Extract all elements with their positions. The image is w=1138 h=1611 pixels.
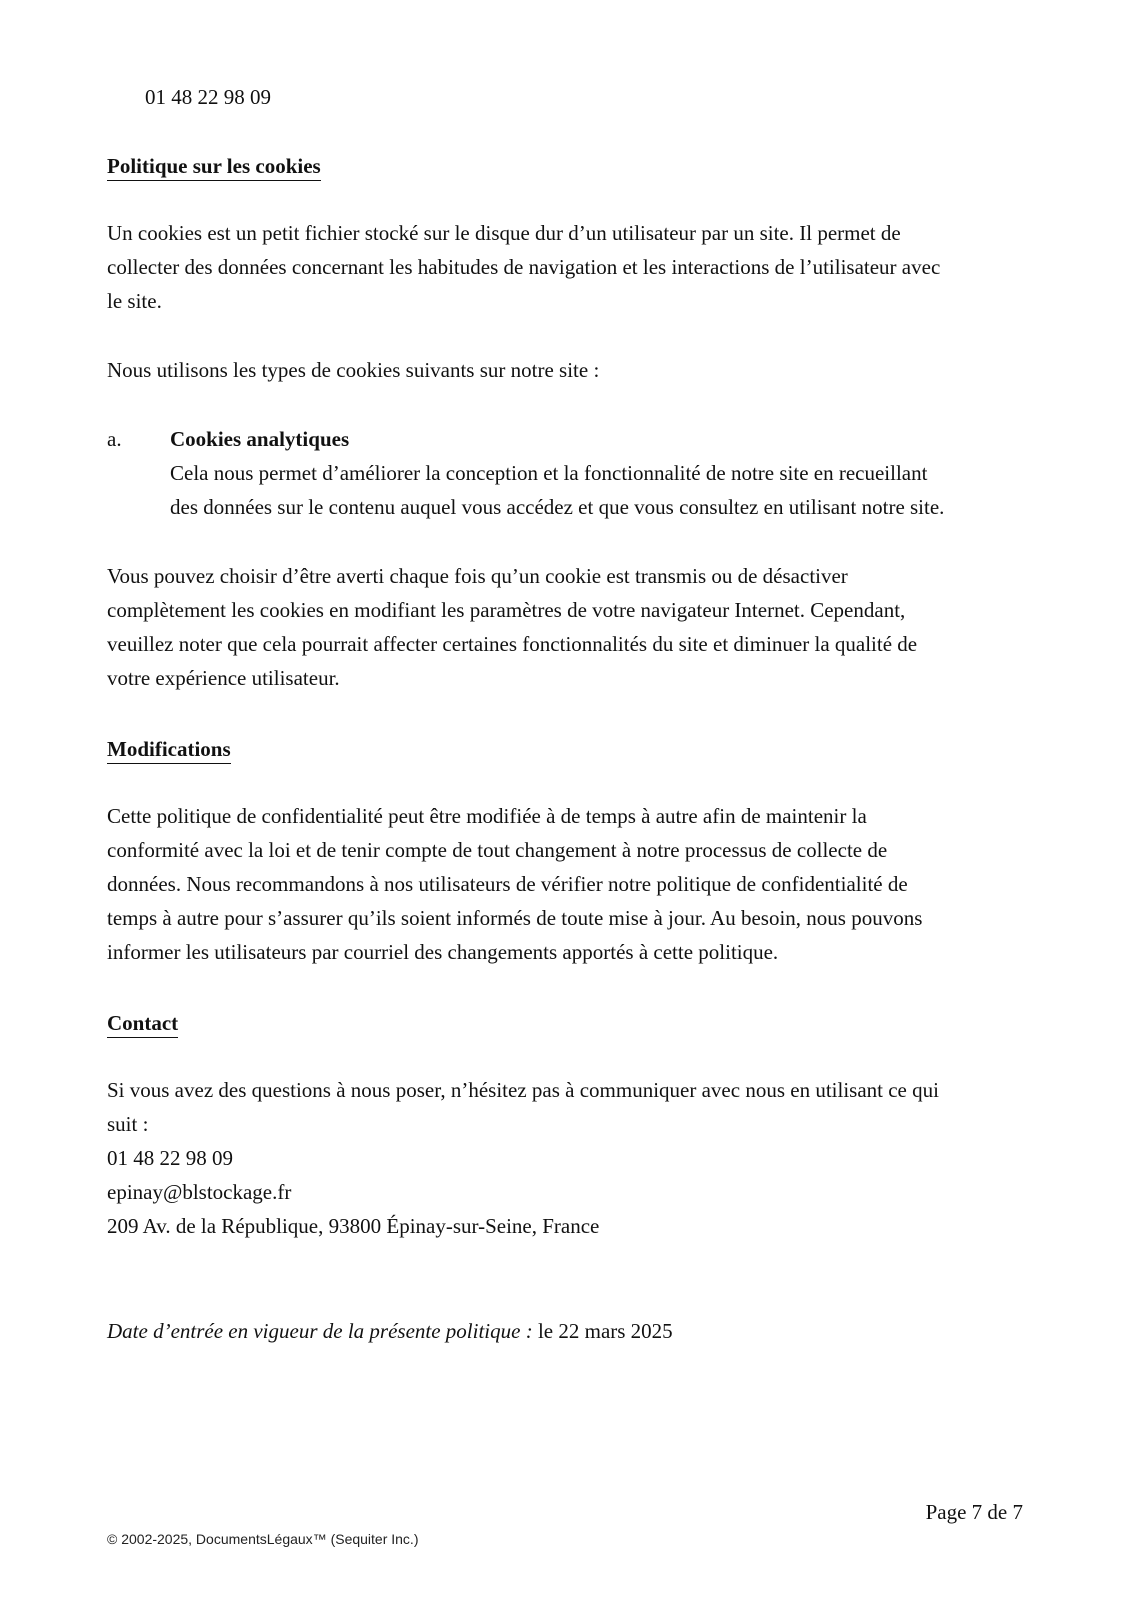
modifications-line-5: informer les utilisateurs par courriel des changements apportés à cette politique. (107, 940, 779, 964)
modifications-line-1: Cette politique de confidentialité peut être modifiée à de temps à autre afin de maintenir la (107, 804, 867, 828)
list-item-line-2: des données sur le contenu auquel vous accédez et que vous consultez en utilisant notre site. (170, 495, 945, 519)
cookies-heading: Politique sur les cookies (107, 153, 321, 181)
modifications-line-3: données. Nous recommandons à nos utilisateurs de vérifier notre politique de confidentialité de (107, 872, 908, 896)
cookies-paragraph-1-line-1: Un cookies est un petit fichier stocké sur le disque dur d’un utilisateur par un site. Il permet de (107, 221, 901, 245)
cookies-paragraph-3-line-4: votre expérience utilisateur. (107, 666, 340, 690)
list-item-title: Cookies analytiques (170, 427, 350, 451)
cookies-paragraph-1-line-2: collecter des données concernant les habitudes de navigation et les interactions de l’utilisateur avec (107, 255, 941, 279)
contact-address: 209 Av. de la République, 93800 Épinay-sur-Seine, France (107, 1214, 600, 1238)
modifications-line-4: temps à autre pour s’assurer qu’ils soient informés de toute mise à jour. Au besoin, nous pouvons (107, 906, 923, 930)
copyright-notice: © 2002-2025, DocumentsLégaux™ (Sequiter Inc.) (107, 1531, 419, 1547)
effective-date-label: Date d’entrée en vigueur de la présente politique : (107, 1319, 533, 1343)
page-number: Page 7 de 7 (925, 1500, 1023, 1524)
effective-date (107, 1314, 673, 1348)
cookies-paragraph-2: Nous utilisons les types de cookies suivants sur notre site : (107, 358, 600, 382)
list-item-line-1: Cela nous permet d’améliorer la conception et la fonctionnalité de notre site en recueillant (170, 461, 928, 485)
contact-intro-line-1: Si vous avez des questions à nous poser, n’hésitez pas à communiquer avec nous en utilisant ce qui (107, 1078, 939, 1102)
contact-email: epinay@blstockage.fr (107, 1180, 292, 1204)
list-item-marker: a. (107, 427, 122, 451)
cookies-paragraph-3-line-2: complètement les cookies en modifiant les paramètres de votre navigateur Internet. Cependant, (107, 598, 906, 622)
top-phone: 01 48 22 98 09 (145, 85, 271, 109)
contact-intro-line-2: suit : (107, 1112, 149, 1136)
contact-heading: Contact (107, 1010, 178, 1038)
cookies-paragraph-3-line-3: veuillez noter que cela pourrait affecter certaines fonctionnalités du site et diminuer la qualité de (107, 632, 918, 656)
contact-phone: 01 48 22 98 09 (107, 1146, 233, 1170)
modifications-line-2: conformité avec la loi et de tenir compte de tout changement à notre processus de collecte de (107, 838, 888, 862)
modifications-heading: Modifications (107, 736, 231, 764)
cookies-paragraph-1-line-3: le site. (107, 289, 162, 313)
cookies-paragraph-3-line-1: Vous pouvez choisir d’être averti chaque fois qu’un cookie est transmis ou de désactiver (107, 564, 848, 588)
effective-date-value: le 22 mars 2025 (532, 1319, 673, 1343)
